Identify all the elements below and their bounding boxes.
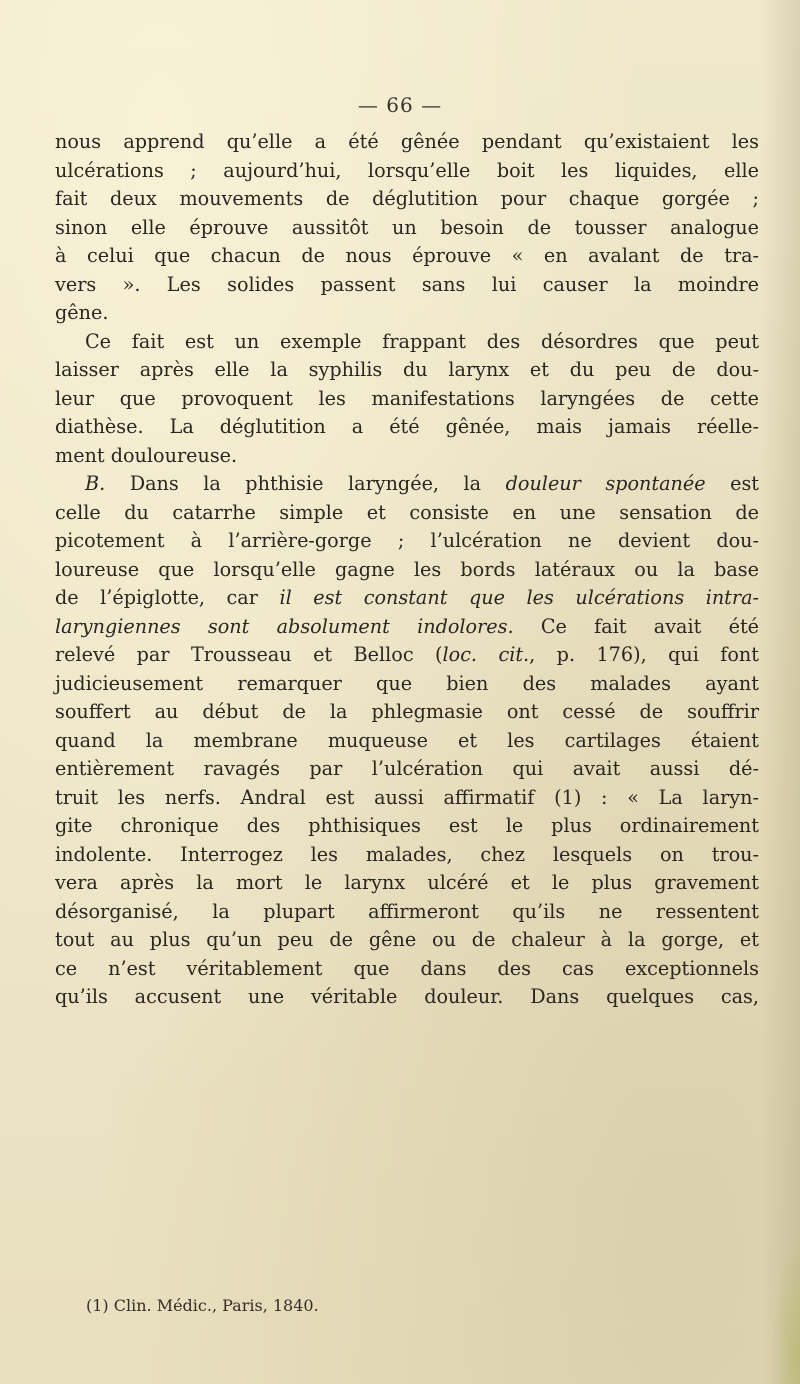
paragraph-b-line-7: relevé par Trousseau et Belloc (loc. cit., p. 176), qui font — [55, 643, 760, 666]
text-line: fait deux mouvements de déglutition pour chaque gorgée ; — [55, 187, 759, 210]
page-stain — [770, 1234, 800, 1384]
footnote: (1) Clin. Médic., Paris, 1840. — [86, 1296, 319, 1315]
text-line: sinon elle éprouve aussitôt un besoin de tousser analogue — [55, 215, 759, 239]
text-line: nous apprend qu’elle a été gênée pendant qu’existaient les — [55, 130, 759, 153]
text-line: judicieusement remarquer que bien des malades ayant — [55, 671, 759, 695]
paragraph-b-line-6: laryngiennes sont absolument indolores. Ce fait avait été — [55, 614, 760, 638]
text-line: à celui que chacun de nous éprouve « en avalant de tra- — [55, 244, 759, 267]
text-line: Ce fait est un exemple frappant des désordres que peut — [85, 329, 759, 353]
emphasis: douleur spontanée — [505, 472, 706, 495]
text-line: qu’ils accusent une véritable douleur. Dans quelques cas, — [55, 985, 759, 1008]
text-line: vera après la mort le larynx ulcéré et le plus gravement — [55, 871, 759, 894]
citation: loc. cit. — [442, 643, 530, 666]
page-edge-shadow — [760, 0, 800, 1384]
paragraph-b-line-5: de l’épiglotte, car il est constant que les ulcérations intra- — [55, 586, 759, 609]
text-line: diathèse. La déglutition a été gênée, mais jamais réelle- — [55, 415, 759, 438]
text-line: vers ». Les solides passent sans lui causer la moindre — [55, 272, 759, 296]
text-line: gêne. — [55, 301, 109, 324]
text-line: ment douloureuse. — [55, 443, 238, 467]
text-line: gite chronique des phthisiques est le plus ordinairement — [55, 814, 759, 837]
text-line: laisser après elle la syphilis du larynx et du peu de dou- — [55, 358, 759, 381]
text-line: picotement à l’arrière-gorge ; l’ulcération ne devient dou- — [55, 529, 759, 552]
text-line: leur que provoquent les manifestations laryngées de cette — [55, 386, 759, 410]
body-text — [55, 128, 759, 1012]
text-line: souffert au début de la phlegmasie ont cessé de souffrir — [55, 700, 759, 723]
text-line: truit les nerfs. Andral est aussi affirmatif (1) : « La laryn- — [55, 785, 759, 809]
text-line: entièrement ravagés par l’ulcération qui avait aussi dé- — [55, 757, 759, 780]
text-line: désorganisé, la plupart affirmeront qu’ils ne ressentent — [55, 899, 759, 923]
text-line: tout au plus qu’un peu de gêne ou de chaleur à la gorge, et — [55, 928, 759, 951]
text-line: indolente. Interrogez les malades, chez lesquels on trou- — [55, 842, 759, 866]
text-line: ce n’est véritablement que dans des cas exceptionnels — [55, 956, 759, 980]
paragraph-b-line-1: B. Dans la phthisie laryngée, la douleur spontanée est — [85, 472, 760, 495]
text-line: quand la membrane muqueuse et les cartilages étaient — [55, 728, 759, 752]
text-line: loureuse que lorsqu’elle gagne les bords latéraux ou la base — [55, 557, 759, 581]
section-letter: B. — [85, 472, 106, 495]
text-line: ulcérations ; aujourd’hui, lorsqu’elle boit les liquides, elle — [55, 158, 759, 182]
emphasis: il est constant que les ulcérations intra- — [279, 586, 759, 609]
page-number: — 66 — — [357, 93, 443, 117]
text-line: celle du catarrhe simple et consiste en une sensation de — [55, 500, 759, 524]
emphasis: laryngiennes sont absolument indolores. — [55, 614, 514, 638]
